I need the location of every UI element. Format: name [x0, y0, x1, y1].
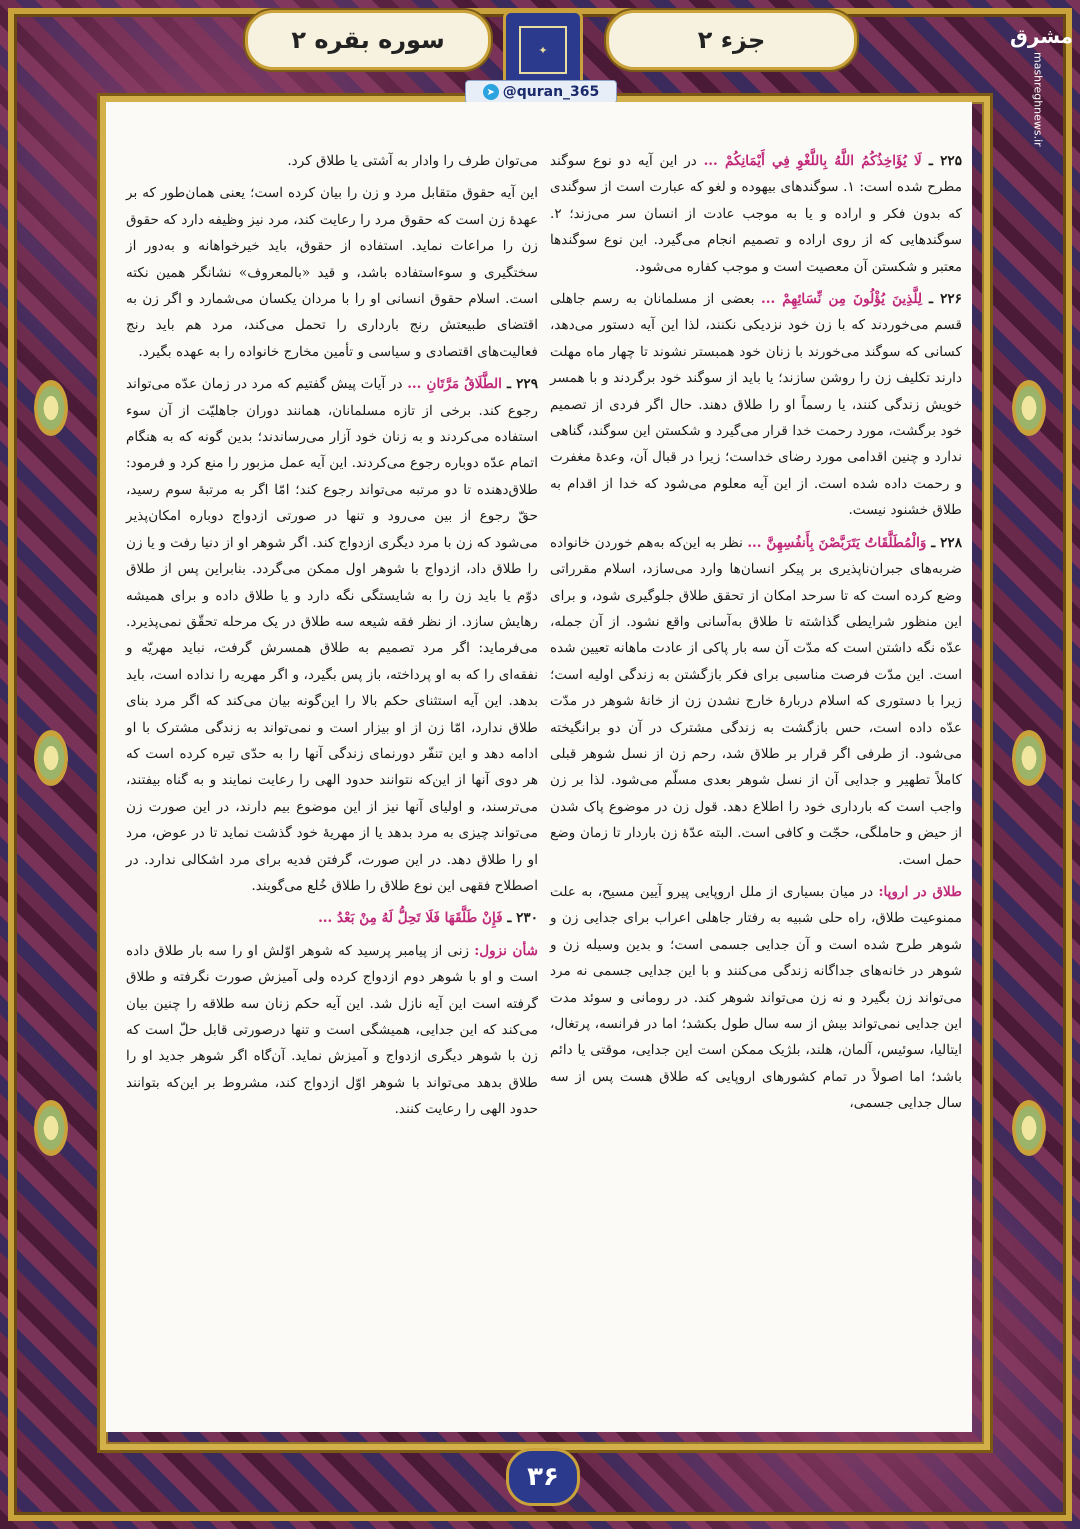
paragraph-text: در این آیه دو نوع سوگند مطرح شده است: ۱. سوگندهای بیهوده و لغو که عبارت است از سوگندی که بدون فکر و اراده و یا به موجب عادت از انسان سر می‌زند؛ ۲. سوگندهایی که از روی اراده و تصمیم انجام می‌گیرد. این نوع سوگندها معتبر و شکستن آن معصیت است و موجب کفاره می‌شود.	[550, 153, 962, 275]
verse-number: ۲۲۸ ـ	[926, 534, 963, 551]
section-label: شأن نزول:	[474, 942, 538, 959]
verse-number: ۲۲۵ ـ	[921, 153, 962, 169]
commentary-paragraph	[550, 286, 962, 524]
commentary-paragraph	[126, 148, 538, 174]
verse-number: ۲۳۰ ـ	[502, 910, 538, 927]
page-number-text: ۳۶	[527, 1462, 559, 1492]
medallion-ornament	[34, 380, 68, 436]
commentary-paragraph	[550, 148, 962, 280]
paragraph-text: نظر به این‌که به‌هم خوردن خانواده ضربه‌های جبران‌ناپذیری بر پیکر انسان‌ها وارد می‌سازد، اسلام مقرراتی وضع کرده است که تا سرحد امکان از تحقق طلاق جلوگیری شود، و برای این منظور شرایطی گذاشته تا طلاق به‌آسانی واقع نشود. از آن جمله، عدّه نگه داشتن است که مدّت آن سه بار پاکی از عادت ماهانه تعیین شده است. این مدّت فرصت مناسبی برای فکر بازگشتن به زندگی اولیه است؛ زیرا با دستوری که اسلام دربارهٔ خارج نشدن زن از خانهٔ شوهر در مدّت عدّه داده است، حس بازگشت به زندگی مشترک در آن دو برانگیخته می‌شود. از طرفی اگر قرار بر طلاق شد، رحم زن از نسل شوهر قبلی کاملاً تطهیر و جدایی آن از نسل شوهر بعدی مسلّم می‌شود. لذا بر زن واجب است که بارداری خود را اطلاع دهد. قول زن در موضوع پاک شدن از حیض و حاملگی، حجّت و کافی است. البته عدّهٔ زن باردار تا زمان وضع حمل است.	[550, 534, 962, 868]
commentary-paragraph	[126, 371, 538, 899]
commentary-paragraph	[550, 879, 962, 1117]
watermark-text: مشرق	[1010, 24, 1074, 48]
medallion-ornament	[1012, 1100, 1046, 1156]
paragraph-text: این آیه حقوق متقابل مرد و زن را بیان کرده است؛ یعنی همان‌طور که بر عهدهٔ زن است که حقوق مرد را رعایت کند، مرد نیز وظیفه دارد که حقوق زن را مراعات نماید. استفاده از حقوق، باید خیرخواهانه و به‌دور از سختگیری و سوءاستفاده باشد، و قید «بالمعروف» نشانگر همین نکته است. اسلام حقوق انسانی او را با مردان یکسان می‌شمارد و اگر زن به اقتضای طبیعتش رنج بارداری را تحمل می‌کند، مرد هم باید رنج فعالیت‌های اقتصادی و سیاسی و تأمین مخارج خانواده را به عهده بگیرد.	[126, 185, 538, 360]
paragraph-text: بعضی از مسلمانان به رسم جاهلی قسم می‌خوردند که با زن خود نزدیکی نکنند، لذا این آیه دستور می‌دهد، کسانی که سوگند می‌خورند با زنان خود همبستر نشوند تا چهار ماه مهلت دارند تکلیف زن را روشن سازند؛ یا باید از سوگند خود برگردند و با همسر خویش زندگی کنند، یا رسماً او را طلاق دهند. حال اگر فردی از تصمیم خود برگشت، مورد رحمت خدا قرار می‌گیرد و شکستن این سوگند، گناهی ندارد و چنین اقدامی مورد رضای خداست؛ زیرا در قبال آن، وعدهٔ مغفرت و رحمت داده شده است. از این آیه معلوم می‌شود که خدا از اقدام به طلاق خشنود نیست.	[550, 291, 962, 519]
page-number	[506, 1448, 580, 1506]
medallion-ornament	[34, 1100, 68, 1156]
quran-verse: لِلَّذِينَ يُؤْلُونَ مِن نِّسَائِهِمْ ...	[761, 291, 923, 308]
handle-text: @quran_365	[502, 84, 600, 100]
watermark-url: mashreghnews.ir	[1031, 52, 1045, 147]
telegram-icon: ➤	[483, 84, 499, 100]
paragraph-text: در میان بسیاری از ملل اروپایی پیرو آیین مسیح، به علت ممنوعیت طلاق، راه حلی شبیه به رفتار جاهلی اعراب برای جدایی زن و شوهر طرح شده است و آن جدایی جسمی است؛ و بدین وسیله زن و شوهر در خانه‌های جداگانه زندگی می‌کنند و با این جدایی جسمی نه مرد می‌تواند زن بگیرد و نه زن می‌تواند شوهر کند. در رومانی و سوئد مدت این جدایی نمی‌تواند بیش از سه سال طول بکشد؛ اما در فرانسه، پرتغال، ایتالیا، سوئیس، آلمان، هلند، بلژیک ممکن است این جدایی، موقتی یا دائم باشد؛ اما اصولاً در تمام کشورهای اروپایی که طلاق هست پس از سه سال جدایی جسمی،	[550, 883, 962, 1112]
paragraph-text: در آیات پیش گفتیم که مرد در زمان عدّه می‌تواند رجوع کند. برخی از تازه مسلمانان، همانند دوران جاهلیّت از آن سوء استفاده می‌کردند و به زنان خود آزار می‌رساندند؛ بدین گونه که به هنگام اتمام عدّه دوباره رجوع می‌کردند. این آیه عمل مزبور را منع کرد و فرمود: طلاق‌دهنده تا دو مرتبه می‌تواند رجوع کند؛ امّا اگر به مرتبهٔ سوم رسید، حقّ رجوع از بین می‌رود و تنها در صورتی ازدواج دوباره امکان‌پذیر می‌شود که زن با مرد دیگری ازدواج کند. اگر شوهر او از دنیا رفت و یا زن را طلاق داد، ازدواج با شوهر اول ممکن می‌گردد. بنابراین پس از طلاق دوّم یا باید زن را به شایستگی نگه دارد و یا طلاق داده و برای همیشه رهایش سازد. از نظر فقه شیعه سه طلاق در یک مرحله تحقّق نمی‌پذیرد. می‌فرماید: اگر مرد تصمیم به طلاق همسرش گرفت، نباید مهریّه و نفقه‌ای را که به او پرداخته، باز پس بگیرد، و اگر مهریه را نداده است، باید بدهد. این آیه استثنای حکم بالا را این‌گونه بیان می‌کند که اگر مرد بنای طلاق ندارد، امّا زن از او بیزار است و نمی‌تواند به زندگی مشترک با او ادامه دهد و این تنفّر دورنمای زندگی آنها را به حدّی تیره کرده است که هر دوی آنها از این‌که نتوانند حدود الهی را رعایت نمایند و به گناه بیفتند، می‌ترسند، و اولیای آنها نیز از این موضوع بیم دارند، در این صورت زن می‌تواند چیزی به مرد بدهد یا از مهریهٔ خود گذشت نماید تا در عوض، مرد او را طلاق دهد. در این صورت، گرفتن فدیه برای مرد اشکالی ندارد. در اصطلاح فقهی این نوع طلاق را طلاق خُلع می‌گویند.	[126, 376, 538, 894]
commentary-paragraph	[126, 180, 538, 365]
quran-verse: فَإِنْ طَلَّقَهَا فَلَا تَحِلُّ لَهُ مِنْ بَعْدُ ...	[318, 910, 503, 927]
channel-handle[interactable]	[465, 80, 617, 104]
verse-number: ۲۲۹ ـ	[501, 376, 538, 393]
juz-label: جزء ۲	[697, 26, 766, 54]
right-column	[550, 148, 962, 1123]
medallion-ornament	[1012, 380, 1046, 436]
medallion-ornament	[1012, 730, 1046, 786]
text-area	[106, 102, 972, 1432]
commentary-paragraph	[126, 905, 538, 931]
surah-label: سوره بقره ۲	[291, 26, 445, 54]
mushaf-emblem-icon: ✦	[503, 10, 583, 90]
commentary-paragraph	[550, 530, 962, 873]
surah-title	[245, 10, 491, 70]
left-column	[126, 148, 538, 1129]
watermark	[1010, 24, 1074, 147]
paragraph-text: زنی از پیامبر پرسید که شوهر اوّلش او را سه بار طلاق داده است و او با شوهر دوم ازدواج کرده ولی آمیزش صورت نگرفته و طلاق گرفته است این آیه نازل شد. این آیه حکم زنان سه طلاقه را چنین بیان می‌کند که این جدایی، همیشگی است و تنها درصورتی قابل حلّ است که زن با شوهر دیگری ازدواج و آمیزش نماید. آن‌گاه اگر شوهر جدید او را طلاق بدهد می‌تواند با شوهر اوّل ازدواج کند، مشروط بر این‌که بتوانند حدود الهی را رعایت کنند.	[126, 942, 538, 1118]
section-label: طلاق در اروپا:	[878, 883, 962, 900]
quran-verse: لَا يُؤَاخِذُكُمُ اللَّهُ بِاللَّغْوِ فِي أَيْمَانِكُمْ ...	[703, 153, 922, 169]
paragraph-text: می‌توان طرف را وادار به آشتی یا طلاق کرد.	[287, 153, 538, 169]
medallion-ornament	[34, 730, 68, 786]
verse-number: ۲۲۶ ـ	[922, 291, 962, 308]
commentary-paragraph	[126, 938, 538, 1123]
quran-verse: الطَّلَاقُ مَرَّتَانِ ...	[407, 376, 502, 393]
quran-verse: وَالْمُطَلَّقَاتُ يَتَرَبَّصْنَ بِأَنفُسِهِنَّ ...	[747, 534, 927, 551]
juz-title	[606, 10, 857, 70]
